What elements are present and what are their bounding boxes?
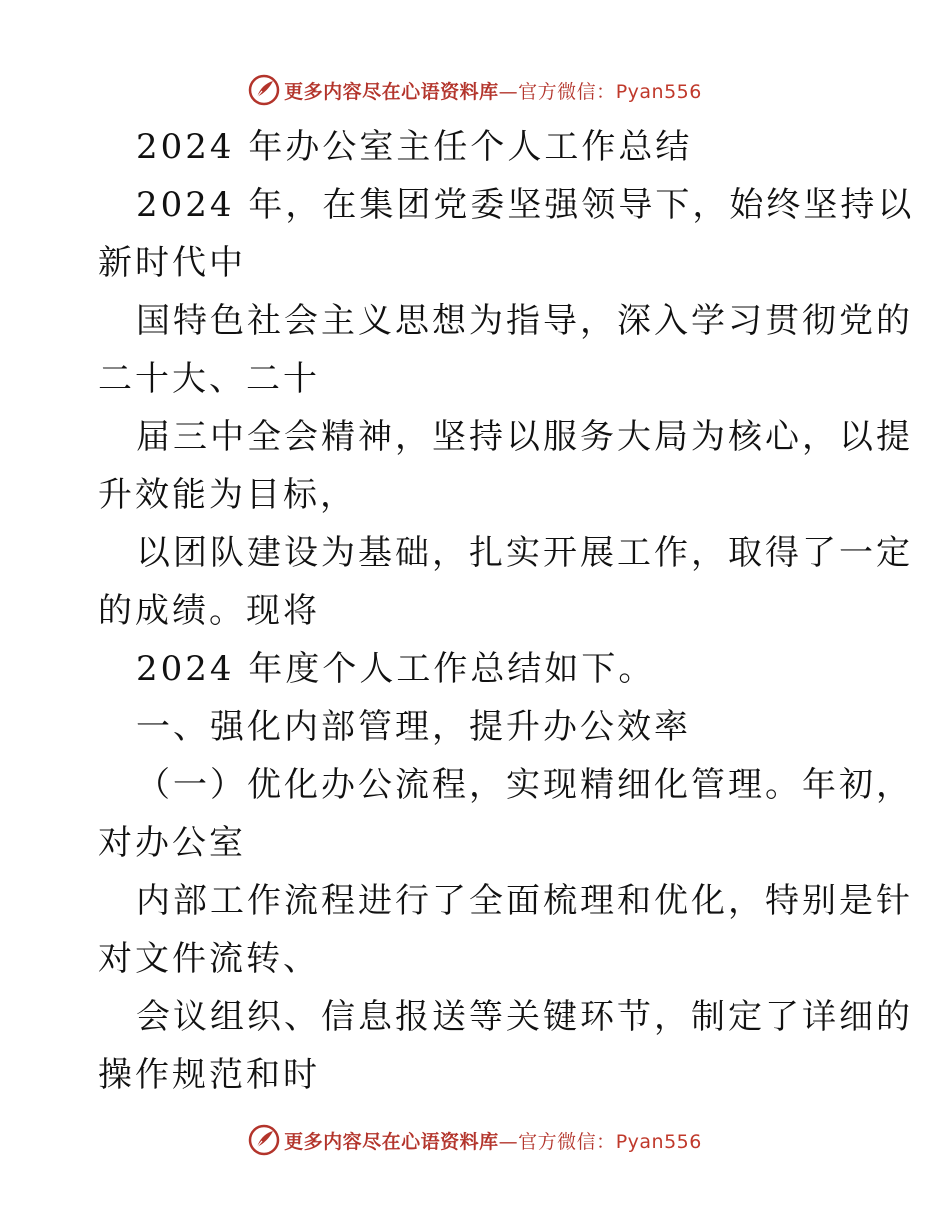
text-line: 届三中全会精神，坚持以服务大局为核心，以提 [136, 417, 913, 457]
banner-wechat-label: 官方微信： [518, 1130, 616, 1153]
text-line: 升效能为目标， [98, 475, 357, 515]
header-banner [0, 70, 950, 110]
text-line: 新时代中 [98, 243, 246, 283]
text-line: 操作规范和时 [98, 1055, 320, 1095]
text-line: 二十大、二十 [98, 359, 320, 399]
banner-wechat-id: Pyan556 [615, 1130, 702, 1153]
banner-wechat-id: Pyan556 [615, 80, 702, 103]
footer-banner [0, 1120, 950, 1160]
banner-site-text: 更多内容尽在心语资料库 [284, 1130, 499, 1153]
text-line: 2024 年度个人工作总结如下。 [136, 649, 656, 689]
banner-wechat-label: 官方微信： [518, 80, 616, 103]
banner-text [284, 1127, 702, 1154]
banner-text [284, 77, 702, 104]
text-line: 的成绩。现将 [98, 591, 320, 631]
banner-separator: — [498, 80, 519, 103]
text-line: 国特色社会主义思想为指导，深入学习贯彻党的 [136, 301, 913, 341]
feather-pen-logo-icon [248, 1124, 280, 1156]
banner-separator: — [498, 1130, 519, 1153]
text-line: 以团队建设为基础，扎实开展工作，取得了一定 [136, 533, 913, 573]
text-line: 会议组织、信息报送等关键环节，制定了详细的 [136, 997, 913, 1037]
text-line: 2024 年，在集团党委坚强领导下，始终坚持以 [136, 185, 915, 225]
document-title: 2024 年办公室主任个人工作总结 [136, 127, 693, 167]
banner-site-text: 更多内容尽在心语资料库 [284, 80, 499, 103]
text-line: 对文件流转、 [98, 939, 320, 979]
text-line: （一）优化办公流程，实现精细化管理。年初， [136, 765, 913, 805]
document-body [98, 118, 915, 1104]
section-heading: 一、强化内部管理，提升办公效率 [136, 707, 691, 747]
feather-pen-logo-icon [248, 74, 280, 106]
text-line: 对办公室 [98, 823, 246, 863]
text-line: 内部工作流程进行了全面梳理和优化，特别是针 [136, 881, 913, 921]
